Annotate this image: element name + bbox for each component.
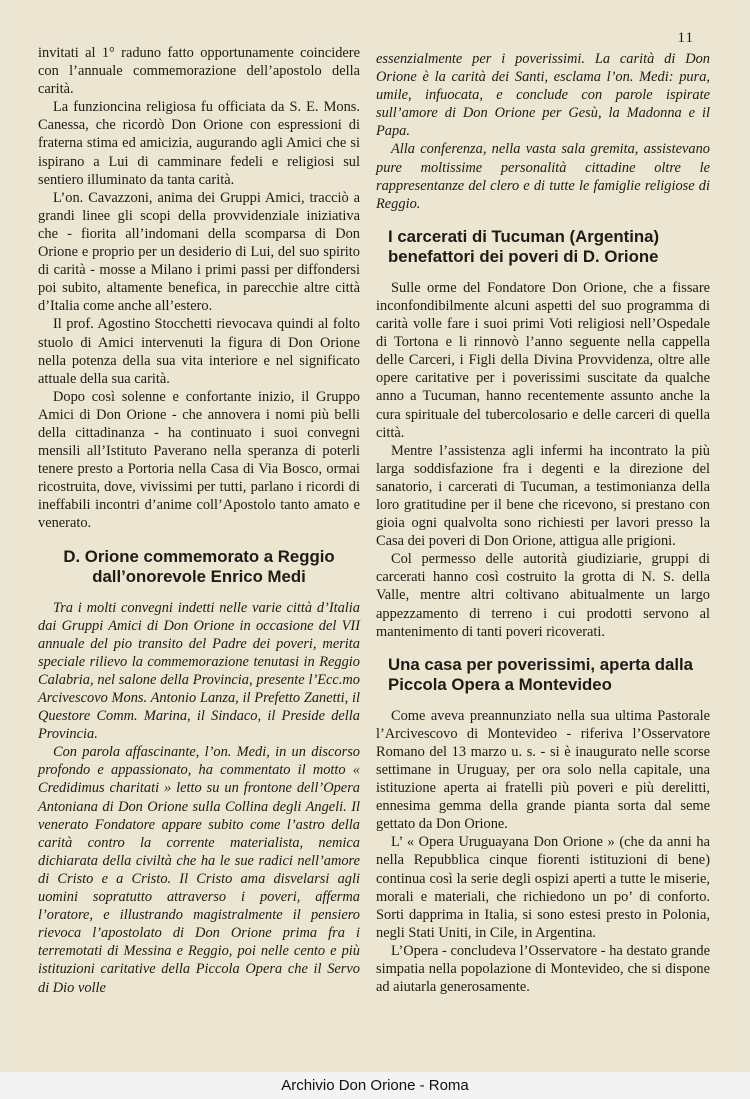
- archive-footer: Archivio Don Orione - Roma: [0, 1072, 750, 1099]
- right-paragraph: L’Opera - concludeva l’Osservatore - ha destato grande simpatia nella popolazione di Montevideo, che si dispone ad aiutarla generosamente.: [376, 942, 710, 996]
- right-paragraph: L’ « Opera Uruguayana Don Orione » (che da anni ha nella Repubblica cinque fiorenti istituzioni di bene) continua così la serie degli ospizi aperti a tutte le miserie, morali e materiali, che richiedono un po’ di conforto. Sorti dapprima in Italia, si sono estesi presto in Polonia, negli Stati Uniti, in Cile, in Argentina.: [376, 834, 710, 941]
- left-paragraph: Il prof. Agostino Stocchetti rievocava quindi al folto stuolo di Amici intervenuti la figura di Don Orione nella potenza della sua vita interiore e nel significato attuale della sua carità.: [38, 316, 360, 387]
- left-paragraph: Dopo così solenne e confortante inizio, il Gruppo Amici di Don Orione - che annovera i nomi più belli della cittadinanza - ha continuato i suoi convegni mensili all’Istituto Paverano nella speranza di poterli tenere presto a Portoria nella Casa di Via Bosco, ormai ricostruita, dove, vivissimi per tutti, parlano i ricordi di ineffabili incontri d’anime coll’Apostolo tanto amato e venerato.: [38, 388, 360, 532]
- left-paragraph: L’on. Cavazzoni, anima dei Gruppi Amici, tracciò a grandi linee gli scopi della provvidenziale iniziativa che - fiorita all’indomani della scomparsa di Don Orione e proprio per un desiderio di Lui, del suo spirito di carità - mosse a Milano i primi passi per diffondersi poi subito, altamente benefica, in parecchie altre città d’Italia come anche all’estero.: [38, 189, 360, 315]
- article-heading-tucuman: I carcerati di Tucuman (Argentina) benefattori dei poveri di D. Orione: [388, 226, 660, 266]
- right-paragraph: essenzialmente per i poverissimi. La carità di Don Orione è la carità dei Santi, esclama l’on. Medi: pura, umile, infuocata, e conclude con parole ispirate sull’amore di Don Orione per Gesù, la Madonna e il Papa.: [376, 51, 710, 140]
- scanned-page: [8, 0, 742, 1072]
- left-paragraph: La funzioncina religiosa fu officiata da S. E. Mons. Canessa, che ricordò Don Orione con espressioni di fraterna stima ed amicizia, augurando agli Amici che si ispirano a Lui di camminare fedeli e religiosi sul sentiero illuminato da tanta carità.: [38, 99, 360, 188]
- right-paragraph: Mentre l’assistenza agli infermi ha incontrato la più larga soddisfazione fra i degenti e la direzione del sanatorio, i carcerati di Tucuman, a testimonianza della loro gratitudine per il bene che ricevono, si prestano con gioia ogni qualvolta sono richiesti per lavori presso la Casa dei poveri di Don Orione, attigua alle prigioni.: [376, 442, 710, 550]
- article-heading-reggio: D. Orione commemorato a Reggio dall’onorevole Enrico Medi: [63, 546, 335, 586]
- left-paragraph: Con parola affascinante, l’on. Medi, in un discorso profondo e appassionato, ha commentato il motto « Credidimus charitati » letto su un frontone dell’Opera Antoniana di Don Orione sulla Collina degli Angeli. Il venerato Fondatore appare subito come l’astro della carità contro la corrente materialista, nemica dichiarata della civiltà che ha le sue radici nell’amore di Cristo e a Cristo. Il Cristo ama disvelarsi agli uomini sopratutto attraverso i poveri, afferma l’oratore, e illustrando magistralmente il pensiero rievoca l’apostolato di Don Orione prima fra i terremotati di Messina e Reggio, poi nelle cento e più istituzioni caritative della Piccola Opera che il Servo di Dio volle: [38, 744, 360, 996]
- left-paragraph: Tra i molti convegni indetti nelle varie città d’Italia dai Gruppi Amici di Don Orione in occasione del VII annuale del pio transito del Padre dei poveri, merita speciale rilievo la commemorazione tenutasi in Reggio Calabria, nel salone della Provincia, presente l’Ecc.mo Arcivescovo Mons. Antonio Lanza, il Prefetto Zanetti, il Questore Comm. Marina, il Sindaco, il Preside della Provincia.: [38, 599, 360, 743]
- right-paragraph: Alla conferenza, nella vasta sala gremita, assistevano pure moltissime personalità cittadine oltre le rappresentanze del clero e di tutte le famiglie religiose di Reggio.: [376, 141, 710, 212]
- left-paragraph: invitati al 1° raduno fatto opportunamente coincidere con l’annuale commemorazione dell’apostolo della carità.: [38, 45, 360, 98]
- left-column: [38, 44, 360, 997]
- right-paragraph: Sulle orme del Fondatore Don Orione, che a fissare inconfondibilmente alcuni aspetti del suo programma di carità volle fare i suoi primi Voti religiosi nell’Ospedale di Tortona e li rinnovò l’anno seguente nella cappella delle Carceri, i Figli della Divina Provvidenza, oltre alle opere caritative per i poverissimi suscitate da qualche anno a Tucuman, hanno recentemente assunto anche la cura spirituale del tubercolosario e delle carceri di quella città.: [376, 279, 710, 441]
- right-column: [376, 50, 710, 996]
- page-number: 11: [677, 30, 694, 46]
- article-heading-montevideo: Una casa per poverissimi, aperta dalla Piccola Opera a Montevideo: [388, 654, 694, 694]
- right-paragraph: Col permesso delle autorità giudiziarie, gruppi di carcerati hanno così costruito la grotta di N. S. della Valle, mentre altri coltivano abitualmente un largo appezzamento di terreno i cui prodotti servono al mantenimento di tanti poveri ricoverati.: [376, 551, 710, 640]
- right-paragraph: Come aveva preannunziato nella sua ultima Pastorale l’Arcivescovo di Montevideo - riferiva l’Osservatore Romano del 13 marzo u. s. - si è inaugurato nelle scorse settimane in Uruguay, per ora solo nella capitale, una istituzione aperta ai fratelli più poveri e più derelitti, ennesima gemma della grande pianta sorta dal seme gettato da Don Orione.: [376, 707, 710, 833]
